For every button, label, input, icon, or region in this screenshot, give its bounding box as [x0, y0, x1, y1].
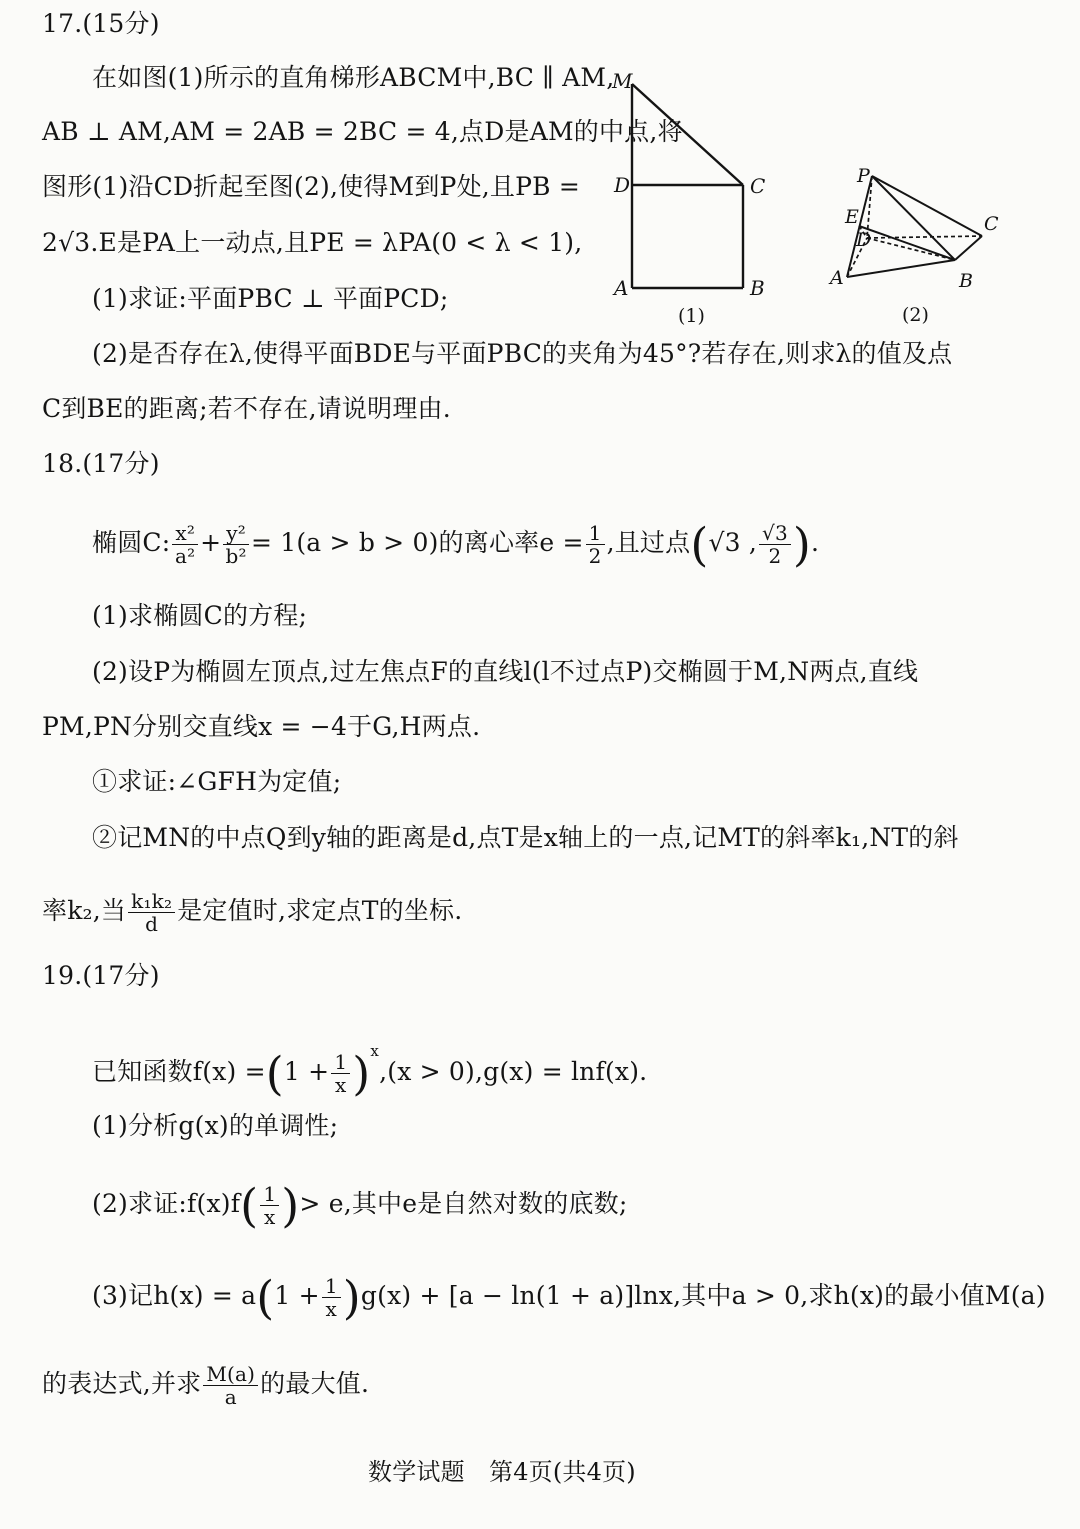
q17-part-1: (1)求证:平面PBC ⊥ 平面PCD; [92, 284, 449, 313]
q19-part-3: (3)记h(x) = a(1 + $\frac{1}{x}$ )g(x) + [a − ln(1 + a)]lnx,其中a > 0,求h(x)的最小值M(a) [92, 1270, 1046, 1325]
q18-part-2: (2)设P为椭圆左顶点,过左焦点F的直线l(l不过点P)交椭圆于M,N两点,直线 [92, 657, 919, 686]
q17-line-2: AB ⊥ AM,AM = 2AB = 2BC = 4,点D是AM的中点,将 [42, 117, 683, 146]
q18-sub-2-cont: 率k₂,当 $\frac{\text{k₁k₂}}{d}$ 是定值时,求定点T的坐标. [42, 889, 463, 936]
fig2-label-a: A [830, 267, 844, 289]
q18-part-1: (1)求椭圆C的方程; [92, 601, 308, 630]
q19-part-2: (2)求证:f(x)f( $\frac{1}{x}$ )> e,其中e是自然对数的底数; [92, 1178, 628, 1233]
fig1-label-c: C [750, 174, 766, 198]
fraction-k1k2-d: $\frac{\text{k₁k₂}}{d}$ [128, 890, 175, 935]
fig2-label-b: B [959, 270, 973, 292]
q19-part-3-cont: 的表达式,并求 $\frac{M(a)}{a}$ 的最大值. [42, 1362, 370, 1409]
fraction-one-half: $\frac{1}{2}$ [586, 522, 605, 567]
fig2-label-d: D [856, 229, 872, 251]
fig1-label-d: D [614, 173, 631, 197]
fig1-caption: (1) [678, 305, 705, 327]
q17-line-3: 图形(1)沿CD折起至图(2),使得M到P处,且PB = [42, 172, 580, 201]
fig2-label-p: P [857, 165, 870, 187]
q18-part-2-cont: PM,PN分别交直线x = −4于G,H两点. [42, 712, 481, 741]
q18-text-ellipse: 椭圆C: [92, 528, 171, 557]
q19-part-1: (1)分析g(x)的单调性; [92, 1111, 339, 1140]
page-footer: 数学试题 第4页(共4页) [368, 1458, 636, 1486]
fig2-label-e: E [845, 206, 859, 228]
q18-heading: 18.(17分) [42, 449, 160, 478]
q18-text-point: ,且过点 [606, 528, 691, 557]
q17-heading: 17.(15分) [42, 9, 160, 38]
q18-sub-1: ①求证:∠GFH为定值; [92, 767, 342, 796]
fraction-1-x-2: $\frac{1}{x}$ [260, 1183, 279, 1228]
figure-trapezoid [600, 66, 790, 336]
q18-text-ecc: = 1(a > b > 0)的离心率e = [250, 528, 584, 557]
fig2-label-c: C [984, 213, 999, 235]
figure-pyramid [826, 160, 1016, 336]
fig2-caption: (2) [902, 304, 929, 326]
q17-line-1: 在如图(1)所示的直角梯形ABCM中,BC ∥ AM, [92, 63, 615, 92]
q19-function-def: 已知函数f(x) =(1 + $\frac{1}{x}$ )$^x$,(x > 0),g(x) = lnf(x). [92, 1042, 648, 1101]
q17-part-2-cont: C到BE的距离;若不存在,请说明理由. [42, 394, 451, 423]
fig1-label-b: B [750, 276, 765, 300]
q19-heading: 19.(17分) [42, 961, 160, 990]
fraction-x2-a2: $\frac{\text{x²}}{\text{a²}}$ [172, 522, 198, 567]
q18-ellipse-statement: 椭圆C: $\frac{\text{x²}}{\text{a²}}$ + $\frac{\text{y²}}{\text{b²}}$ = 1(a > b > 0)的离心率e = $\frac{1}{2}$ ,且过点(√3 , $\frac{√3}{2}$ ). [92, 517, 820, 572]
exponent-x: x [370, 1042, 380, 1060]
q17-line-4: 2√3.E是PA上一动点,且PE = λPA(0 < λ < 1), [42, 228, 583, 257]
q17-part-2: (2)是否存在λ,使得平面BDE与平面PBC的夹角为45°?若存在,则求λ的值及点 [92, 339, 953, 368]
fraction-1-x-3: $\frac{1}{x}$ [322, 1275, 341, 1320]
fraction-1-x: $\frac{1}{x}$ [331, 1051, 350, 1096]
fig1-label-a: A [614, 276, 629, 300]
fraction-y2-b2: $\frac{\text{y²}}{\text{b²}}$ [223, 522, 249, 567]
fraction-root3-2: $\frac{√3}{2}$ [759, 522, 791, 567]
q18-point-x: √3 , [708, 528, 758, 557]
fraction-Ma-a: $\frac{M(a)}{a}$ [203, 1363, 258, 1408]
fig1-label-m: M [612, 69, 633, 93]
q18-sub-2: ②记MN的中点Q到y轴的距离是d,点T是x轴上的一点,记MT的斜率k₁,NT的斜 [92, 823, 959, 852]
